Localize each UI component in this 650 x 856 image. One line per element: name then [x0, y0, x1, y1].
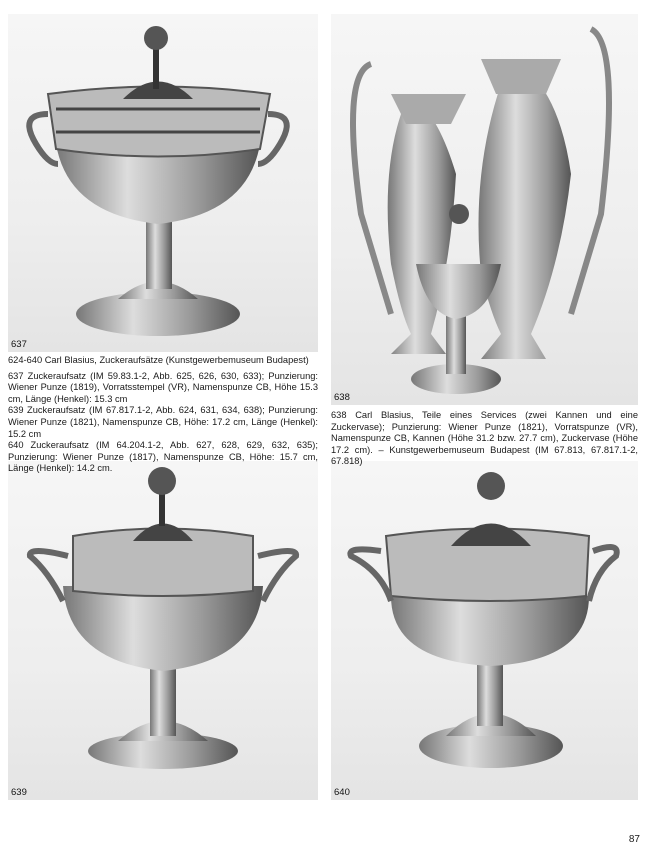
ewers-and-vase-image [331, 14, 638, 405]
figure-number: 639 [11, 787, 27, 798]
photo-640 [331, 461, 638, 800]
figure-number: 640 [334, 787, 350, 798]
caption-heading: 624-640 Carl Blasius, Zuckeraufsätze (Kunstgewerbemuseum Budapest) [8, 355, 309, 365]
caption-left [8, 355, 318, 475]
sugar-bowl-image [331, 461, 638, 800]
photo-638 [331, 14, 638, 405]
caption-entry-640: 640 Zuckeraufsatz (IM 64.204.1-2, Abb. 627, 628, 629, 632, 635); Punzierung: Wiener Punze (1817), Namenspunze CB, Höhe: 15.7 cm, Länge (Henkel): 14.2 cm. [8, 440, 318, 474]
figure-number: 637 [11, 339, 27, 350]
photo-639 [8, 461, 318, 800]
figure-number: 638 [334, 392, 350, 403]
caption-right [331, 410, 638, 468]
sugar-bowl-image [8, 14, 318, 352]
photo-637 [8, 14, 318, 352]
page-number: 87 [628, 834, 640, 845]
caption-entry-639: 639 Zuckeraufsatz (IM 67.817.1-2, Abb. 624, 631, 634, 638); Punzierung: Wiener Punze (1821), Namenspunze CB, Höhe: 17.2 cm, Länge (Henkel): 15.2 cm [8, 405, 318, 439]
sugar-bowl-image [8, 461, 318, 800]
caption-entry-637: 637 Zuckeraufsatz (IM 59.83.1-2, Abb. 625, 626, 630, 633); Punzierung: Wiener Punze (1819), Vorratsstempel (VR), Namenspunze CB, Höhe 15.3 cm, Länge (Henkel): 15.3 cm [8, 370, 318, 404]
caption-entry-638: 638 Carl Blasius, Teile eines Services (zwei Kannen und eine Zuckervase); Punzierung: Wiener Punze (1821), Vorratspunze (VR), Namenspunze CB, Kannen (Höhe 31.2 bzw. 27.7 cm), Zuckervase (Höhe 17.2 cm). – Kunstgewerbemuseum Budapest (IM 67.813, 67.817.1-2, 67.818) [331, 410, 638, 467]
